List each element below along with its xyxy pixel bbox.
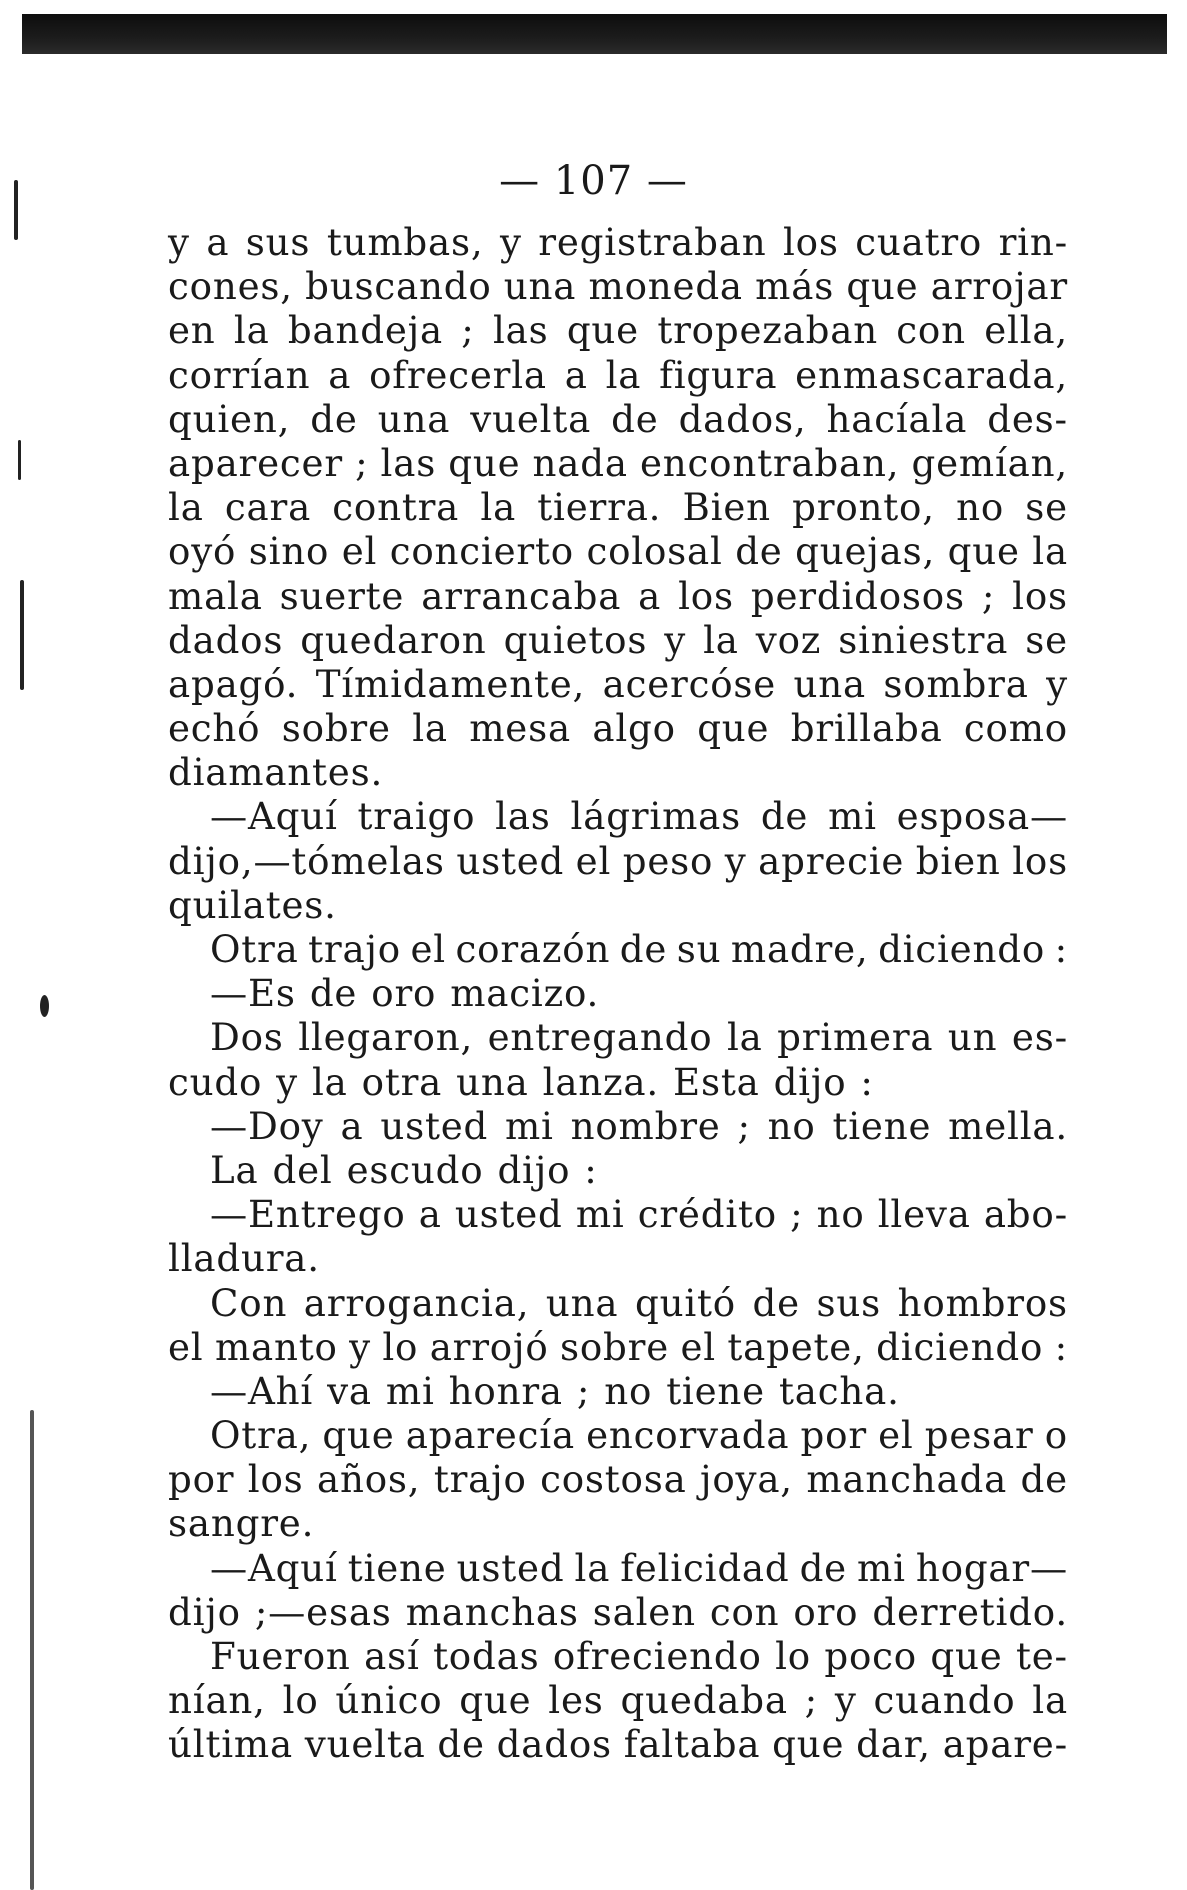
text-line: el manto y lo arrojó sobre el tapete, diciendo : <box>168 1324 1068 1369</box>
text-line: mala suerte arrancaba a los perdidosos ; los <box>168 573 1068 618</box>
text-line: quilates. <box>168 882 337 927</box>
text-line: nían, lo único que les quedaba ; y cuando la <box>168 1678 1068 1723</box>
text-line: —Doy a usted mi nombre ; no tiene mella. <box>210 1103 1068 1148</box>
text-line: oyó sino el concierto colosal de quejas, que la <box>168 529 1068 574</box>
scan-margin-marks <box>0 60 50 1840</box>
text-line: —Aquí traigo las lágrimas de mi esposa— <box>210 794 1068 839</box>
text-line: —Entrego a usted mi crédito ; no lleva abo- <box>210 1192 1068 1237</box>
text-line: apagó. Tímidamente, acercóse una sombra y <box>168 661 1068 706</box>
text-line: Dos llegaron, entregando la primera un es- <box>210 1015 1068 1060</box>
body-text <box>168 220 1068 1767</box>
text-line: Otra trajo el corazón de su madre, diciendo : <box>210 927 1068 971</box>
page-number: — 107 — <box>499 158 688 204</box>
text-line: quien, de una vuelta de dados, hacíala des- <box>168 396 1068 441</box>
text-line: en la bandeja ; las que tropezaban con ella, <box>168 308 1068 353</box>
text-line: Con arrogancia, una quitó de sus hombros <box>210 1280 1068 1325</box>
text-line: Otra, que aparecía encorvada por el pesar o <box>210 1413 1068 1458</box>
text-line: —Ahí va mi honra ; no tiene tacha. <box>210 1368 900 1413</box>
text-line: y a sus tumbas, y registraban los cuatro rin- <box>168 220 1068 264</box>
text-line: la cara contra la tierra. Bien pronto, no se <box>168 485 1068 530</box>
text-line: —Aquí tiene usted la felicidad de mi hogar— <box>210 1545 1068 1590</box>
scan-top-border <box>22 14 1167 54</box>
text-line: lladura. <box>168 1236 320 1281</box>
text-line: sangre. <box>168 1501 315 1546</box>
text-line: cudo y la otra una lanza. Esta dijo : <box>168 1059 874 1104</box>
text-line: dijo,—tómelas usted el peso y aprecie bien los <box>168 838 1068 883</box>
text-line: aparecer ; las que nada encontraban, gemían, <box>168 440 1068 485</box>
text-line: cones, buscando una moneda más que arrojar <box>168 264 1068 309</box>
text-line: —Es de oro macizo. <box>210 971 600 1016</box>
text-line: La del escudo dijo : <box>210 1147 598 1192</box>
text-line: dijo ;—esas manchas salen con oro derretido. <box>168 1589 1068 1634</box>
text-line: última vuelta de dados faltaba que dar, apare- <box>168 1722 1068 1767</box>
text-line: Fueron así todas ofreciendo lo poco que te- <box>210 1634 1068 1678</box>
text-line: diamantes. <box>168 750 384 795</box>
text-line: por los años, trajo costosa joya, manchada de <box>168 1457 1068 1502</box>
text-line: dados quedaron quietos y la voz siniestra se <box>168 617 1068 662</box>
text-line: echó sobre la mesa algo que brillaba como <box>168 706 1068 751</box>
text-line: corrían a ofrecerla a la figura enmascarada, <box>168 352 1068 397</box>
